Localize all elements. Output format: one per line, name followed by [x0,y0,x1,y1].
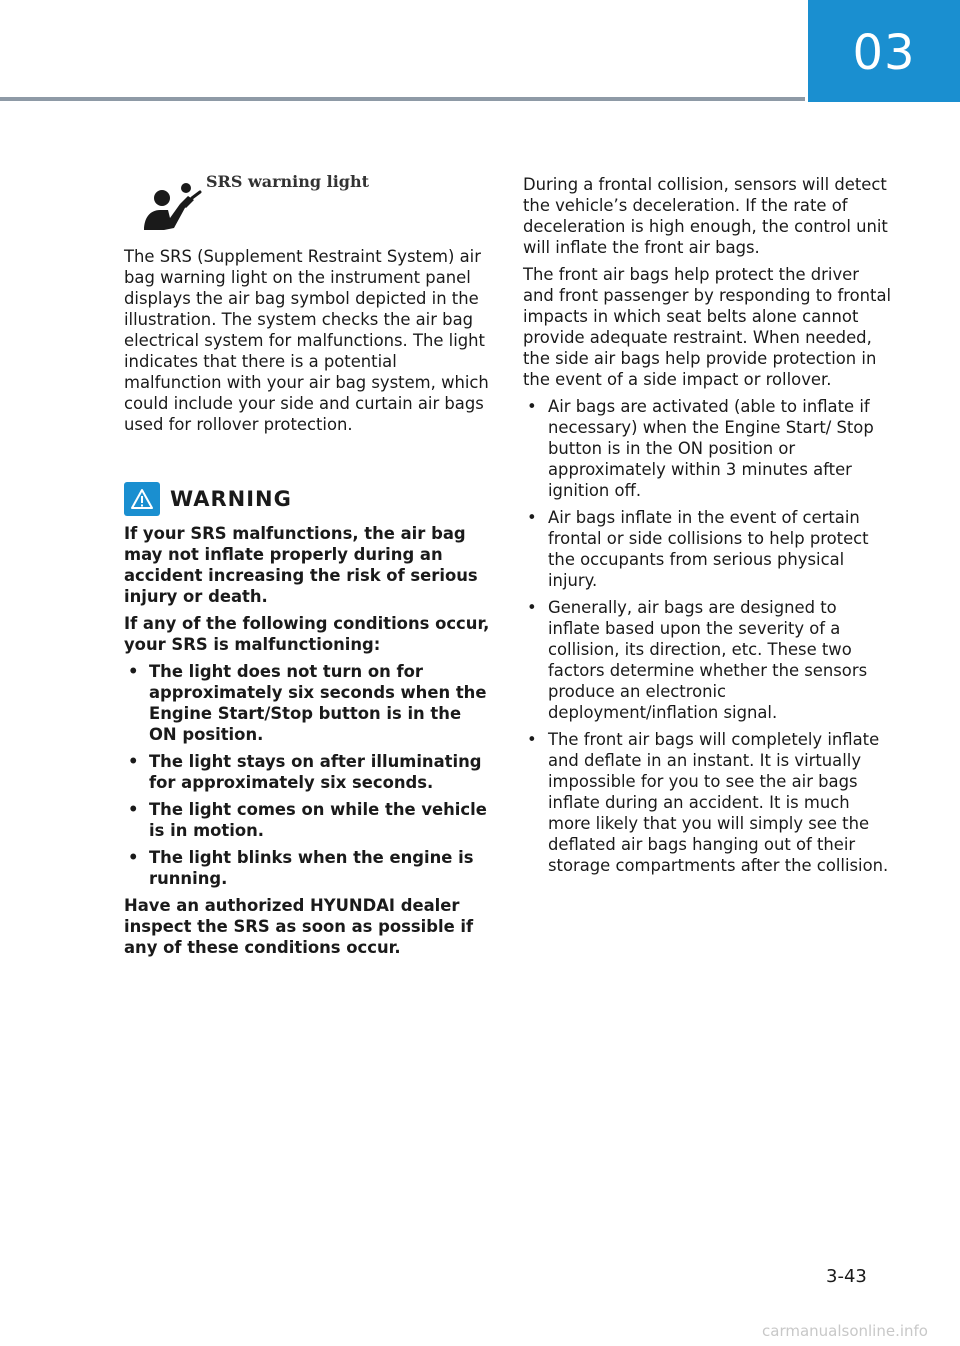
warning-heading [124,482,292,516]
header-rule [0,97,805,101]
airbag-facts-list [523,396,893,876]
list-item: • The light blinks when the engine is running. [128,848,474,888]
list-item: • The front air bags will completely inflate and deflate in an instant. It is virtually impossible for you to see the air bags inflate during an accident. It is much more likely that you will simply see the deflated air bags hanging out of their storage compartments after the collision. [527,730,889,875]
warning-para-3: Have an authorized HYUNDAI dealer inspect the SRS as soon as possible if any of these conditions occur. [124,896,474,957]
warning-para-2: If any of the following conditions occur, your SRS is malfunctioning: [124,614,490,654]
list-item: • The light does not turn on for approximately six seconds when the Engine Start/Stop button is in the ON position. [128,662,487,744]
right-para-1: During a frontal collision, sensors will detect the vehicle’s deceleration. If the rate of deceleration is high enough, the control unit will inflate the front air bags. [523,175,888,257]
page-number: 3-43 [826,1266,867,1287]
srs-section-header [124,170,494,240]
list-item: • The light comes on while the vehicle is in motion. [128,800,487,840]
warning-para-1: If your SRS malfunctions, the air bag may not inflate properly during an accident increasing the risk of serious injury or death. [124,524,478,606]
right-column [523,174,893,876]
list-item: • Generally, air bags are designed to inflate based upon the severity of a collision, its direction, etc. These two factors determine whether the sensors produce an electronic deployment/inflation signal. [527,598,868,722]
list-item: • Air bags are activated (able to inflate if necessary) when the Engine Start/ Stop button is in the ON position or approximately within 3 minutes after ignition off. [527,397,874,500]
watermark: carmanualsonline.info [762,1322,928,1340]
srs-intro: The SRS (Supplement Restraint System) air bag warning light on the instrument panel displays the air bag symbol depicted in the illustration. The system checks the air bag electrical system for malfunctions. The light indicates that there is a potential malfunction with your air bag system, which could include your side and curtain air bags used for rollover protection. [124,247,489,434]
chapter-tab [808,0,960,102]
chapter-number: 03 [852,25,916,81]
list-item: • Air bags inflate in the event of certain frontal or side collisions to help protect the occupants from serious physical injury. [527,508,869,590]
airbag-warning-icon [136,178,204,234]
list-item: • The light stays on after illuminating for approximately six seconds. [128,752,482,792]
srs-title: SRS warning light [206,172,370,191]
warning-triangle-icon [124,482,160,516]
warning-body [124,523,494,958]
warning-condition-list [124,661,494,889]
right-para-2: The front air bags help protect the driver and front passenger by responding to frontal impacts in which seat belts alone cannot provide adequate restraint. When needed, the side air bags help provide protection in the event of a side impact or rollover. [523,265,892,389]
warning-label: WARNING [170,487,292,511]
srs-intro-block [124,246,494,435]
